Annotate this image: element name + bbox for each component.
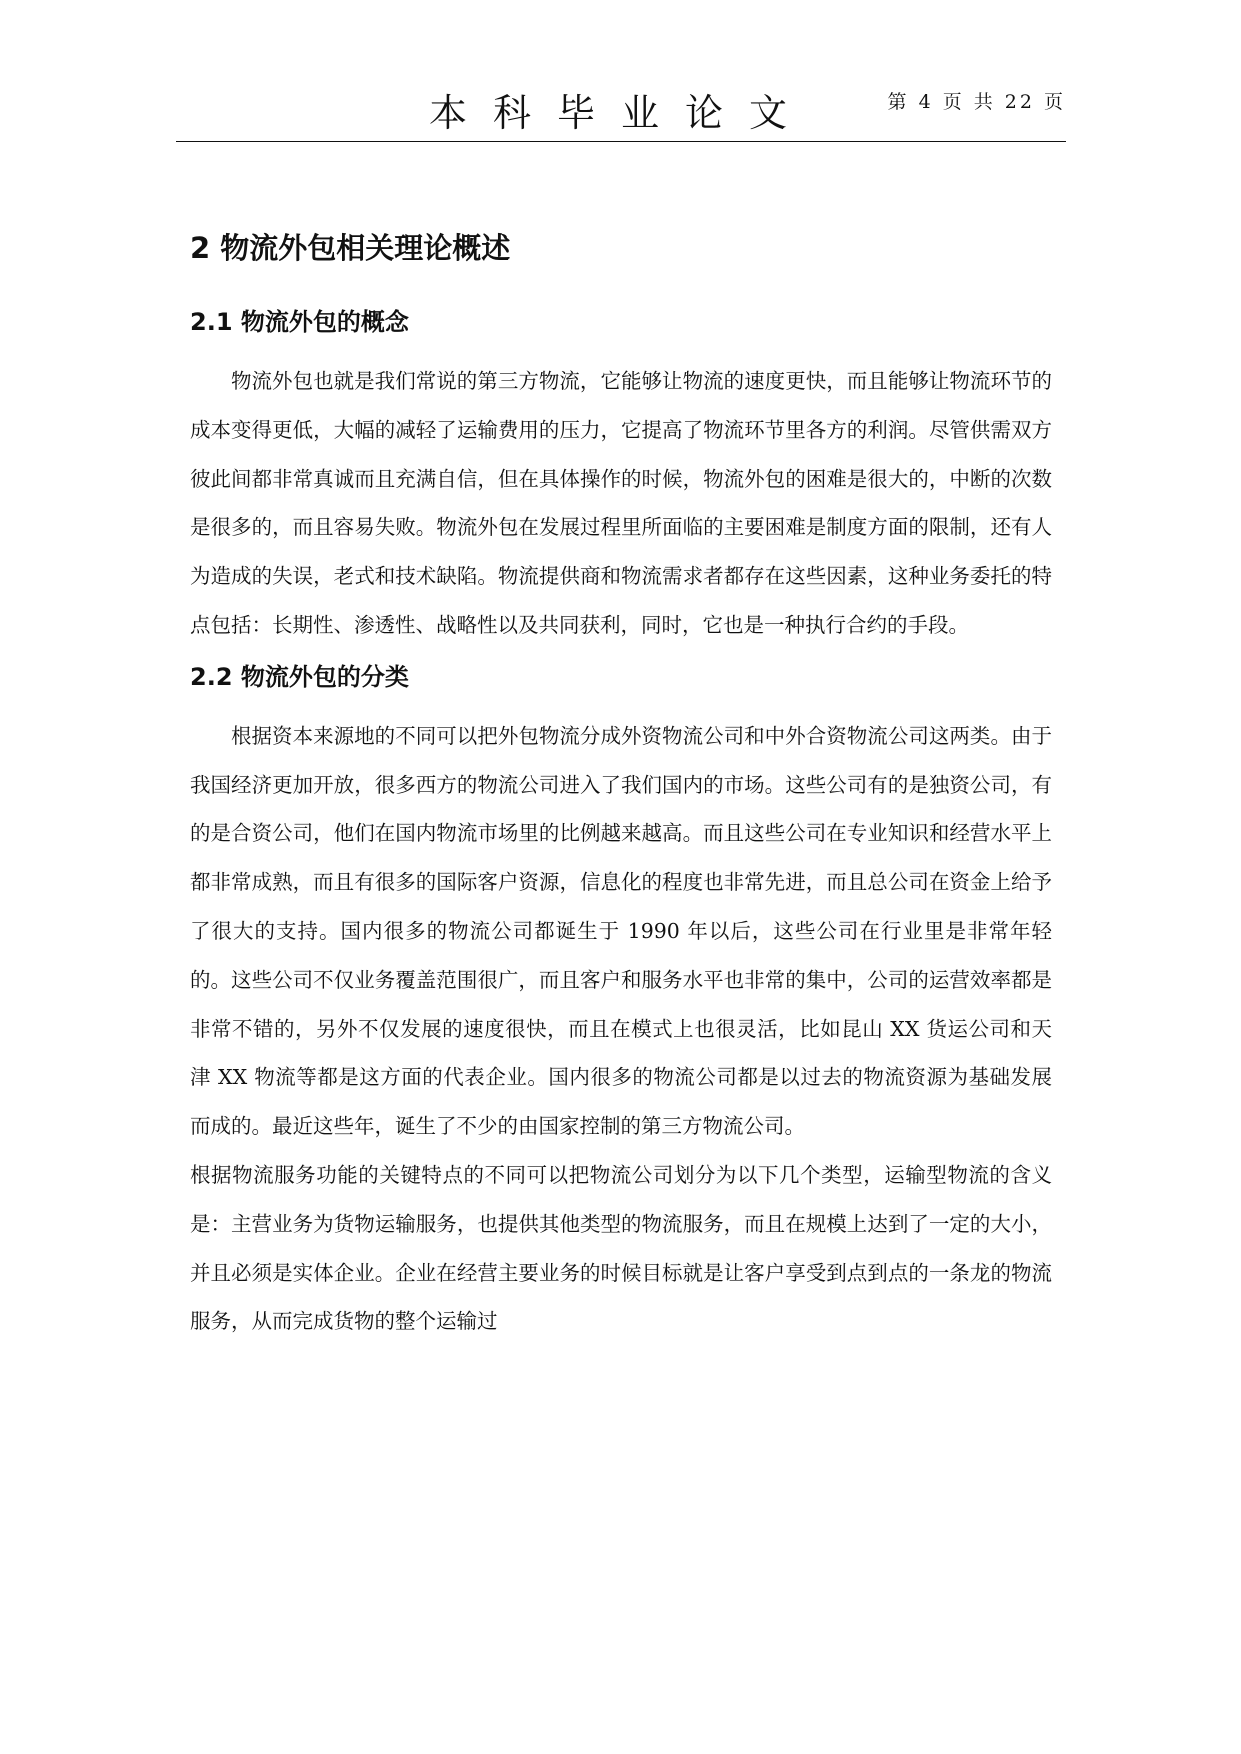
paragraph: 根据物流服务功能的关键特点的不同可以把物流公司划分为以下几个类型，运输型物流的含义是：主营业务为货物运输服务，也提供其他类型的物流服务，而且在规模上达到了一定的大小，并且必须是实体企业。企业在经营主要业务的时候目标就是让客户享受到点到点的一条龙的物流服务，从而完成货物的整个运输过 [190,1162,1052,1334]
section-title: 2.2 物流外包的分类 [190,662,409,691]
paragraph: 根据资本来源地的不同可以把外包物流分成外资物流公司和中外合资物流公司这两类。由于我国经济更加开放，很多西方的物流公司进入了我们国内的市场。这些公司有的是独资公司，有的是合资公司，他们在国内物流市场里的比例越来越高。而且这些公司在专业知识和经营水平上都非常成熟，而且有很多的国际客户资源，信息化的程度也非常先进，而且总公司在资金上给予了很大的支持。国内很多的物流公司都诞生于 1990 年以后，这些公司在行业里是非常年轻的。这些公司不仅业务覆盖范围很广，而且客户和服务水平也非常的集中，公司的运营效率都是非常不错的，另外不仅发展的速度很快，而且在模式上也很灵活，比如昆山 XX 货运公司和天津 XX 物流等都是这方面的代表企业。国内很多的物流公司都是以过去的物流资源为基础发展而成的。最近这些年，诞生了不少的由国家控制的第三方物流公司。 [190,723,1052,1139]
header-title: 本科毕业论文 [428,91,813,135]
section-title: 2.1 物流外包的概念 [190,308,409,336]
paragraph: 物流外包也就是我们常说的第三方物流，它能够让物流的速度更快，而且能够让物流环节的成本变得更低，大幅的减轻了运输费用的压力，它提高了物流环节里各方的利润。尽管供需双方彼此间都非常真诚而且充满自信，但在具体操作的时候，物流外包的困难是很大的，中断的次数是很多的，而且容易失败。物流外包在发展过程里所面临的主要困难是制度方面的限制，还有人为造成的失误，老式和技术缺陷。物流提供商和物流需求者都存在这些因素，这种业务委托的特点包括：长期性、渗透性、战略性以及共同获利，同时，它也是一种执行合约的手段。 [190,369,1052,637]
page-number: 第 4 页 共 22 页 [887,91,1066,113]
chapter-title: 2 物流外包相关理论概述 [190,231,511,265]
page-header [176,80,1066,144]
section-concept [190,305,1052,650]
document-body [190,228,1052,1356]
section-classification [190,660,1052,1346]
header-divider [176,141,1066,142]
